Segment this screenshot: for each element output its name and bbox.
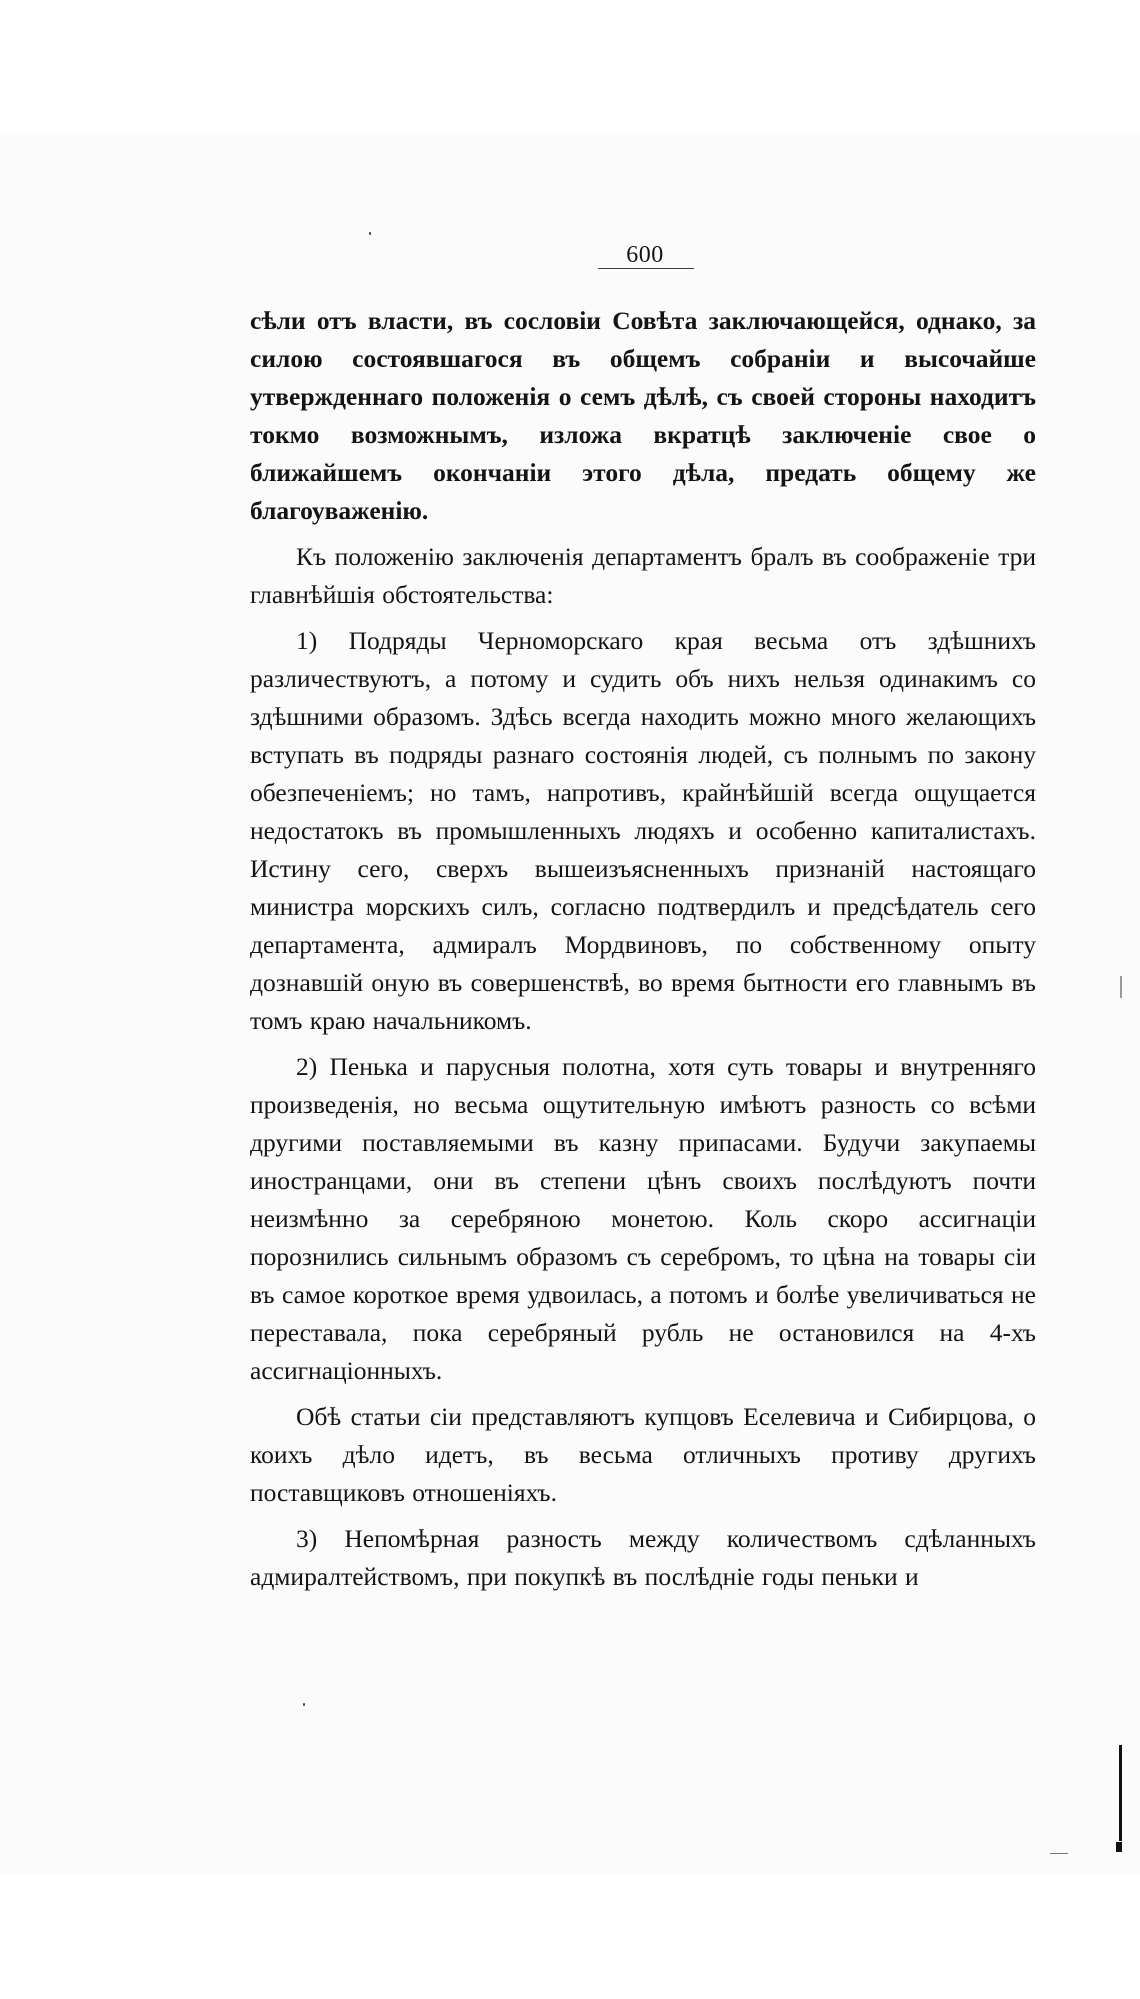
paragraph-point-2: 2) Пенька и парусныя полотна, хотя суть товары и внутренняго произведенія, но весьма ощутительную имѣютъ разность со всѣми другими поставляемыми въ казну припасами. Будучи закупаемы иностранцами, они въ степени цѣнъ своихъ послѣдуютъ почти неизмѣнно за серебряною монетою. Коль скоро ассигнаціи порознились сильнымъ образомъ съ серебромъ, то цѣна на товары сіи въ самое короткое время удвоилась, а потомъ и болѣе увеличиваться не переставала, пока серебряный рубль не остановился на 4-хъ ассигнаціонныхъ. [250, 1052, 1036, 1385]
paragraph-point-3: 3) Непомѣрная разность между количествомъ сдѣланныхъ адмиралтействомъ, при покупкѣ въ послѣдніе годы пеньки и [250, 1524, 1036, 1591]
paragraph-merchants: Обѣ статьи сіи представляютъ купцовъ Еселевича и Сибирцова, о коихъ дѣло идетъ, въ весьма отличныхъ противу другихъ поставщиковъ отношеніяхъ. [250, 1402, 1036, 1507]
body-text [250, 302, 1036, 1604]
scan-edge-mark [1119, 1745, 1122, 1841]
paragraph-point-1: 1) Подряды Черноморскаго края весьма отъ здѣшнихъ различествуютъ, а потому и судить объ нихъ нельзя одинакимъ со здѣшними образомъ. Здѣсь всегда находить можно много желающихъ вступать въ подряды разнаго состоянія людей, съ полнымъ по закону обезпеченіемъ; но тамъ, напротивъ, крайнѣйшій всегда ощущается недостатокъ въ промышленныхъ людяхъ и особенно капиталистахъ. Истину сего, сверхъ вышеизъясненныхъ признаній настоящаго министра морскихъ силъ, согласно подтвердилъ и предсѣдатель сего департамента, адмиралъ Мордвиновъ, по собственному опыту дознавшій оную въ совершенствѣ, во время бытности его главнымъ въ томъ краю начальникомъ. [250, 626, 1036, 1035]
page-number: 600 [626, 242, 664, 268]
page-number-rule [598, 268, 694, 269]
scan-edge-mark [1120, 976, 1122, 998]
paragraph-continuation: сѣли отъ власти, въ сословіи Совѣта заключающейся, однако, за силою состоявшагося въ общемъ собраніи и высочайше утвержденнаго положенія о семъ дѣлѣ, съ своей стороны находитъ токмо возможнымъ, изложа вкратцѣ заключеніе свое о ближайшемъ окончаніи этого дѣла, предать общему же благоуваженію. [250, 306, 1036, 525]
scan-edge-mark [1116, 1842, 1122, 1852]
scan-edge-mark [1050, 1853, 1068, 1854]
scan-speck [369, 232, 371, 235]
paragraph-considerations-intro: Къ положенію заключенія департаментъ бралъ въ соображеніе три главнѣйшія обстоятельства: [250, 542, 1036, 609]
scan-speck [303, 1703, 305, 1706]
